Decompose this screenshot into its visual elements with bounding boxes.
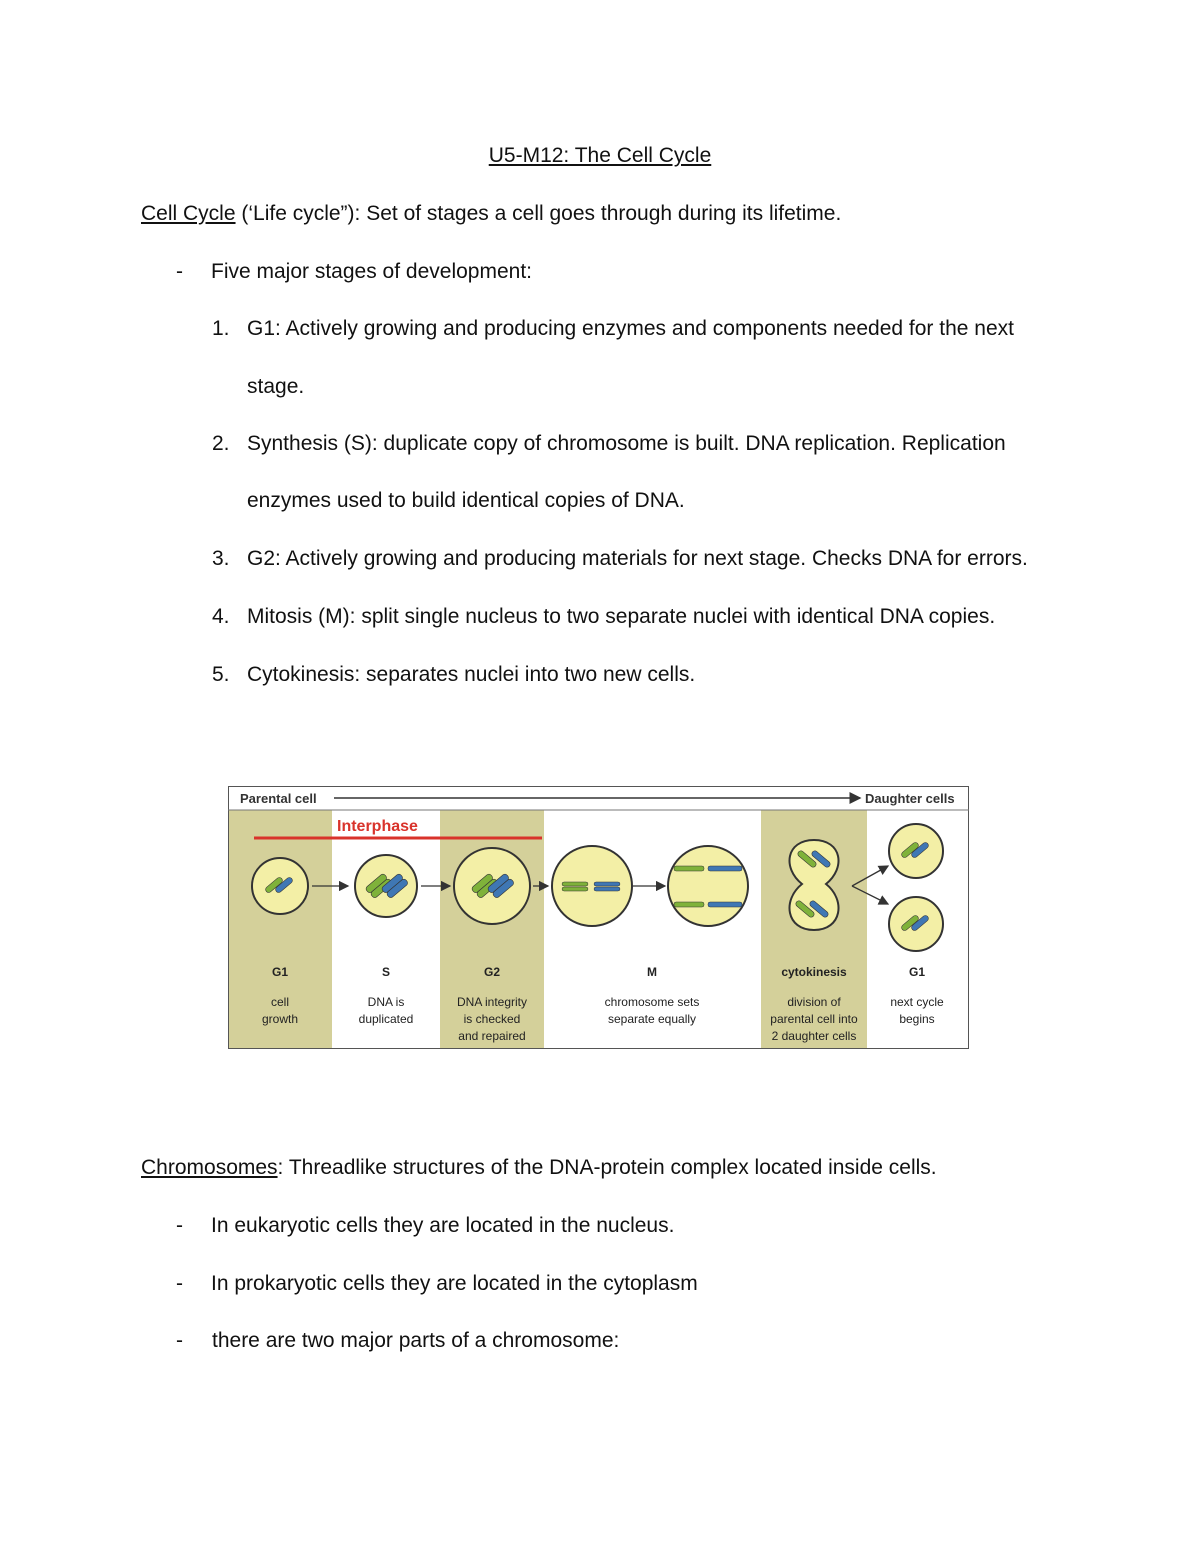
phase-label: S xyxy=(381,965,391,979)
stages-intro: Five major stages of development: xyxy=(211,260,532,283)
stage-1-line-2: stage. xyxy=(247,375,305,398)
m-cell-anaphase xyxy=(668,846,748,926)
phase-desc: begins xyxy=(899,1012,935,1026)
phase-label: G1 xyxy=(908,965,926,979)
stage-1-line-1: G1: Actively growing and producing enzymes and components needed for the next xyxy=(247,317,1014,340)
stage-number: 3. xyxy=(212,547,230,570)
stage-number: 2. xyxy=(212,432,230,455)
daughter-cell-top xyxy=(889,824,943,878)
phase-desc: growth xyxy=(261,1012,299,1026)
stage-3-line-1: G2: Actively growing and producing materials for next stage. Checks DNA for errors. xyxy=(247,547,1028,570)
cell-cycle-term: Cell Cycle xyxy=(141,202,236,225)
page-title-text: U5-M12: The Cell Cycle xyxy=(488,144,712,167)
phase-desc: DNA integrity xyxy=(456,995,528,1009)
phase-desc: separate equally xyxy=(607,1012,697,1026)
stage-4-line-1: Mitosis (M): split single nucleus to two separate nuclei with identical DNA copies. xyxy=(247,605,996,628)
phase-label: cytokinesis xyxy=(781,965,847,979)
bullet-marker: - xyxy=(176,260,183,283)
g1-cell xyxy=(252,858,308,914)
phase-label: G1 xyxy=(271,965,289,979)
cell-cycle-diagram xyxy=(228,786,969,1049)
bullet-marker: - xyxy=(176,1214,183,1237)
cell-cycle-definition-text: (‘Life cycle”): Set of stages a cell goes through during its lifetime. xyxy=(235,202,842,225)
parental-cell-label: Parental cell xyxy=(240,791,317,806)
stage-number: 4. xyxy=(212,605,230,628)
chromosomes-definition-text: : Threadlike structures of the DNA-protein complex located inside cells. xyxy=(277,1156,937,1179)
bullet-marker: - xyxy=(176,1329,183,1352)
bullet-marker: - xyxy=(176,1272,183,1295)
phase-desc: and repaired xyxy=(458,1029,526,1043)
phase-desc: DNA is xyxy=(367,995,405,1009)
chromosomes-bullet-2: In prokaryotic cells they are located in the cytoplasm xyxy=(211,1272,698,1295)
phase-label: G2 xyxy=(483,965,501,979)
daughter-cells-label: Daughter cells xyxy=(865,791,955,806)
phase-desc: next cycle xyxy=(890,995,944,1009)
s-cell xyxy=(355,855,417,917)
stage-number: 5. xyxy=(212,663,230,686)
phase-desc: duplicated xyxy=(358,1012,414,1026)
cell-cycle-figure xyxy=(228,786,969,1049)
chromosomes-bullet-3: there are two major parts of a chromosome: xyxy=(212,1329,620,1352)
page-title xyxy=(0,143,1200,169)
daughter-cell-bottom xyxy=(889,897,943,951)
m-cell-metaphase xyxy=(552,846,632,926)
phase-desc: chromosome sets xyxy=(604,995,700,1009)
interphase-label: Interphase xyxy=(337,818,418,835)
phase-desc: division of xyxy=(787,995,841,1009)
chromosomes-definition xyxy=(141,1155,937,1181)
chromosomes-term: Chromosomes xyxy=(141,1156,278,1179)
cell-cycle-definition xyxy=(141,201,841,227)
stage-2-line-1: Synthesis (S): duplicate copy of chromosome is built. DNA replication. Replication xyxy=(247,432,1006,455)
stage-2-line-2: enzymes used to build identical copies of DNA. xyxy=(247,489,685,512)
g2-cell xyxy=(454,848,530,924)
chromosomes-bullet-1: In eukaryotic cells they are located in the nucleus. xyxy=(211,1214,675,1237)
phase-desc: is checked xyxy=(463,1012,521,1026)
phase-label: M xyxy=(647,965,657,979)
phase-desc: 2 daughter cells xyxy=(771,1029,857,1043)
phase-desc: parental cell into xyxy=(770,1012,858,1026)
stage-5-line-1: Cytokinesis: separates nuclei into two new cells. xyxy=(247,663,696,686)
stage-number: 1. xyxy=(212,317,230,340)
phase-desc: cell xyxy=(270,995,290,1009)
